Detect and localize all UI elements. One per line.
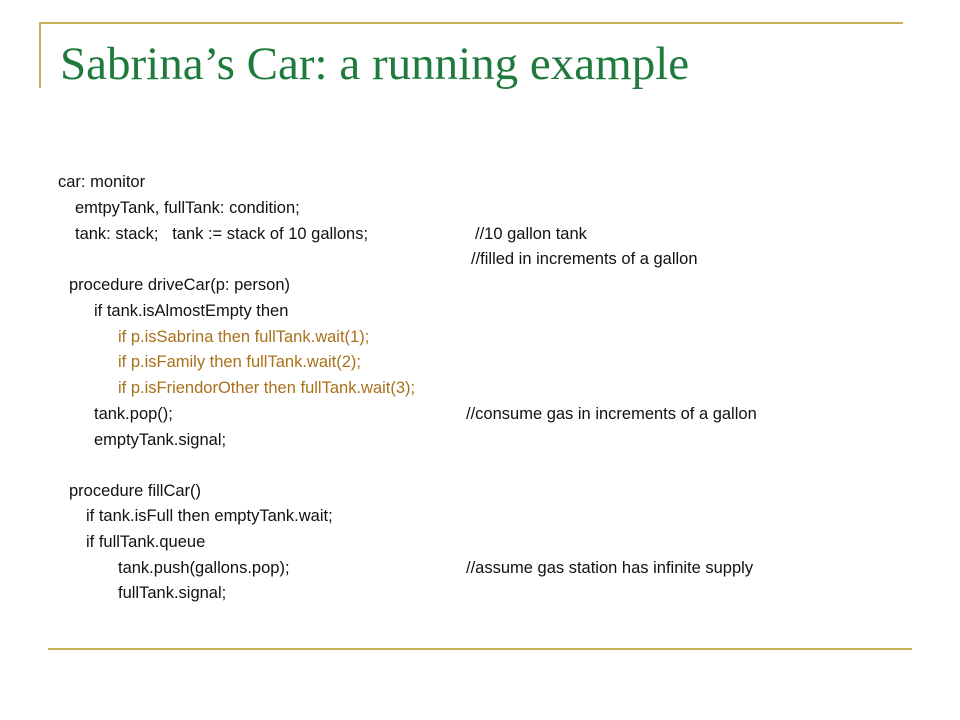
code-line-highlighted: if p.isSabrina then fullTank.wait(1); xyxy=(118,328,370,346)
slide-title: Sabrina’s Car: a running example xyxy=(60,38,690,90)
code-line: emtpyTank, fullTank: condition; xyxy=(75,199,300,217)
code-comment: //consume gas in increments of a gallon xyxy=(466,405,757,423)
code-line: procedure fillCar() xyxy=(69,482,202,500)
code-comment: //10 gallon tank xyxy=(475,225,587,243)
code-line: fullTank.signal; xyxy=(118,584,227,602)
code-line: if fullTank.queue xyxy=(86,533,206,551)
code-line: if tank.isAlmostEmpty then xyxy=(94,302,289,320)
code-line: procedure driveCar(p: person) xyxy=(69,276,291,294)
code-line: tank.push(gallons.pop); xyxy=(118,559,290,577)
code-line: if tank.isFull then emptyTank.wait; xyxy=(86,507,333,525)
code-line: car: monitor xyxy=(58,173,146,191)
code-comment: //assume gas station has infinite supply xyxy=(466,559,754,577)
code-line: tank.pop(); xyxy=(94,405,173,423)
code-comment: //filled in increments of a gallon xyxy=(471,250,698,268)
code-line-highlighted: if p.isFamily then fullTank.wait(2); xyxy=(118,353,361,371)
bottom-rule xyxy=(48,648,912,650)
top-rule xyxy=(39,22,903,24)
code-line: emptyTank.signal; xyxy=(94,431,227,449)
left-rule xyxy=(39,22,41,88)
code-line: tank: stack; tank := stack of 10 gallons; xyxy=(75,225,369,243)
code-line-highlighted: if p.isFriendorOther then fullTank.wait(3); xyxy=(118,379,416,397)
